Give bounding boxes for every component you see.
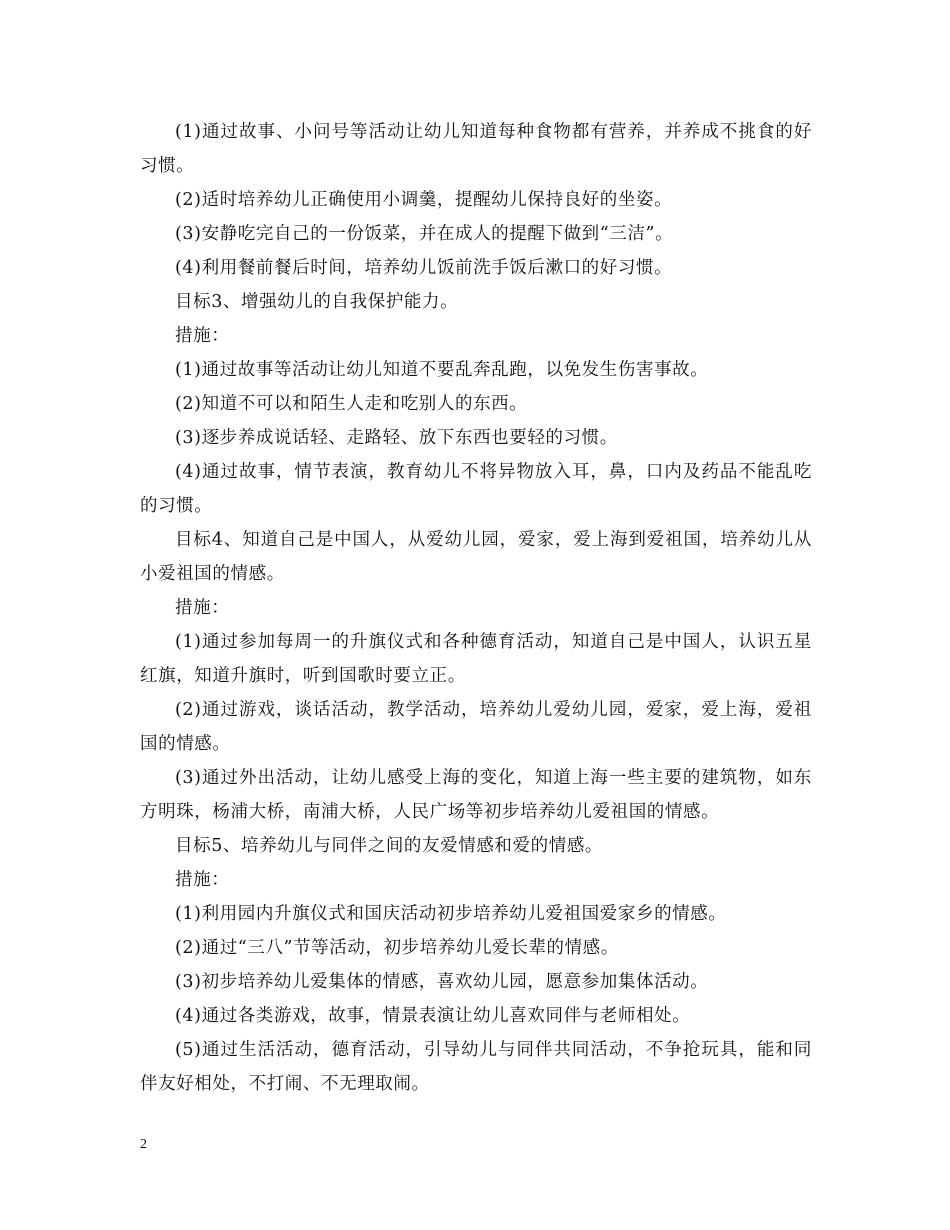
measures-label: 措施： <box>175 870 230 890</box>
paragraph: (3)通过外出活动，让幼儿感受上海的变化，知道上海一些主要的建筑物，如东方明珠，杨浦大桥，南浦大桥，人民广场等初步培养幼儿爱祖国的情感。 <box>140 768 812 822</box>
paragraph: (2)通过游戏，谈话活动，教学活动，培养幼儿爱幼儿园，爱家，爱上海，爱祖国的情感。 <box>140 700 812 754</box>
paragraph: (5)通过生活活动，德育活动，引导幼儿与同伴共同活动，不争抢玩具，能和同伴友好相处，不打闹、不无理取闹。 <box>140 1040 812 1094</box>
paragraph: (3)初步培养幼儿爱集体的情感，喜欢幼儿园，愿意参加集体活动。 <box>175 972 709 992</box>
document-body <box>140 115 812 1101</box>
paragraph: (1)利用园内升旗仪式和国庆活动初步培养幼儿爱祖国爱家乡的情感。 <box>175 904 727 924</box>
paragraph: (4)利用餐前餐后时间，培养幼儿饭前洗手饭后漱口的好习惯。 <box>175 258 673 278</box>
paragraph: (1)通过参加每周一的升旗仪式和各种德育活动，知道自己是中国人，认识五星红旗，知道升旗时，听到国歌时要立正。 <box>140 632 812 686</box>
measures-label: 措施： <box>175 598 230 618</box>
paragraph: (4)通过各类游戏，故事，情景表演让幼儿喜欢同伴与老师相处。 <box>175 1006 691 1026</box>
paragraph: (4)通过故事，情节表演，教育幼儿不将异物放入耳，鼻，口内及药品不能乱吃的习惯。 <box>140 462 812 516</box>
paragraph: (3)安静吃完自己的一份饭菜，并在成人的提醒下做到“三洁”。 <box>175 224 674 244</box>
page-number: 2 <box>140 1137 147 1152</box>
paragraph: (2)适时培养幼儿正确使用小调羹，提醒幼儿保持良好的坐姿。 <box>175 190 673 210</box>
paragraph: (1)通过故事、小问号等活动让幼儿知道每种食物都有营养，并养成不挑食的好习惯。 <box>140 122 812 176</box>
paragraph: (2)通过“三八”节等活动，初步培养幼儿爱长辈的情感。 <box>175 938 619 958</box>
paragraph: (2)知道不可以和陌生人走和吃别人的东西。 <box>175 394 528 414</box>
section-heading: 目标4、知道自己是中国人，从爱幼儿园，爱家，爱上海到爱祖国，培养幼儿从小爱祖国的情感。 <box>140 530 812 584</box>
section-heading: 目标3、增强幼儿的自我保护能力。 <box>175 292 459 312</box>
measures-label: 措施： <box>175 326 230 346</box>
paragraph: (3)逐步养成说话轻、走路轻、放下东西也要轻的习惯。 <box>175 428 618 448</box>
section-heading: 目标5、培养幼儿与同伴之间的友爱情感和爱的情感。 <box>175 836 604 856</box>
paragraph: (1)通过故事等活动让幼儿知道不要乱奔乱跑，以免发生伤害事故。 <box>175 360 709 380</box>
